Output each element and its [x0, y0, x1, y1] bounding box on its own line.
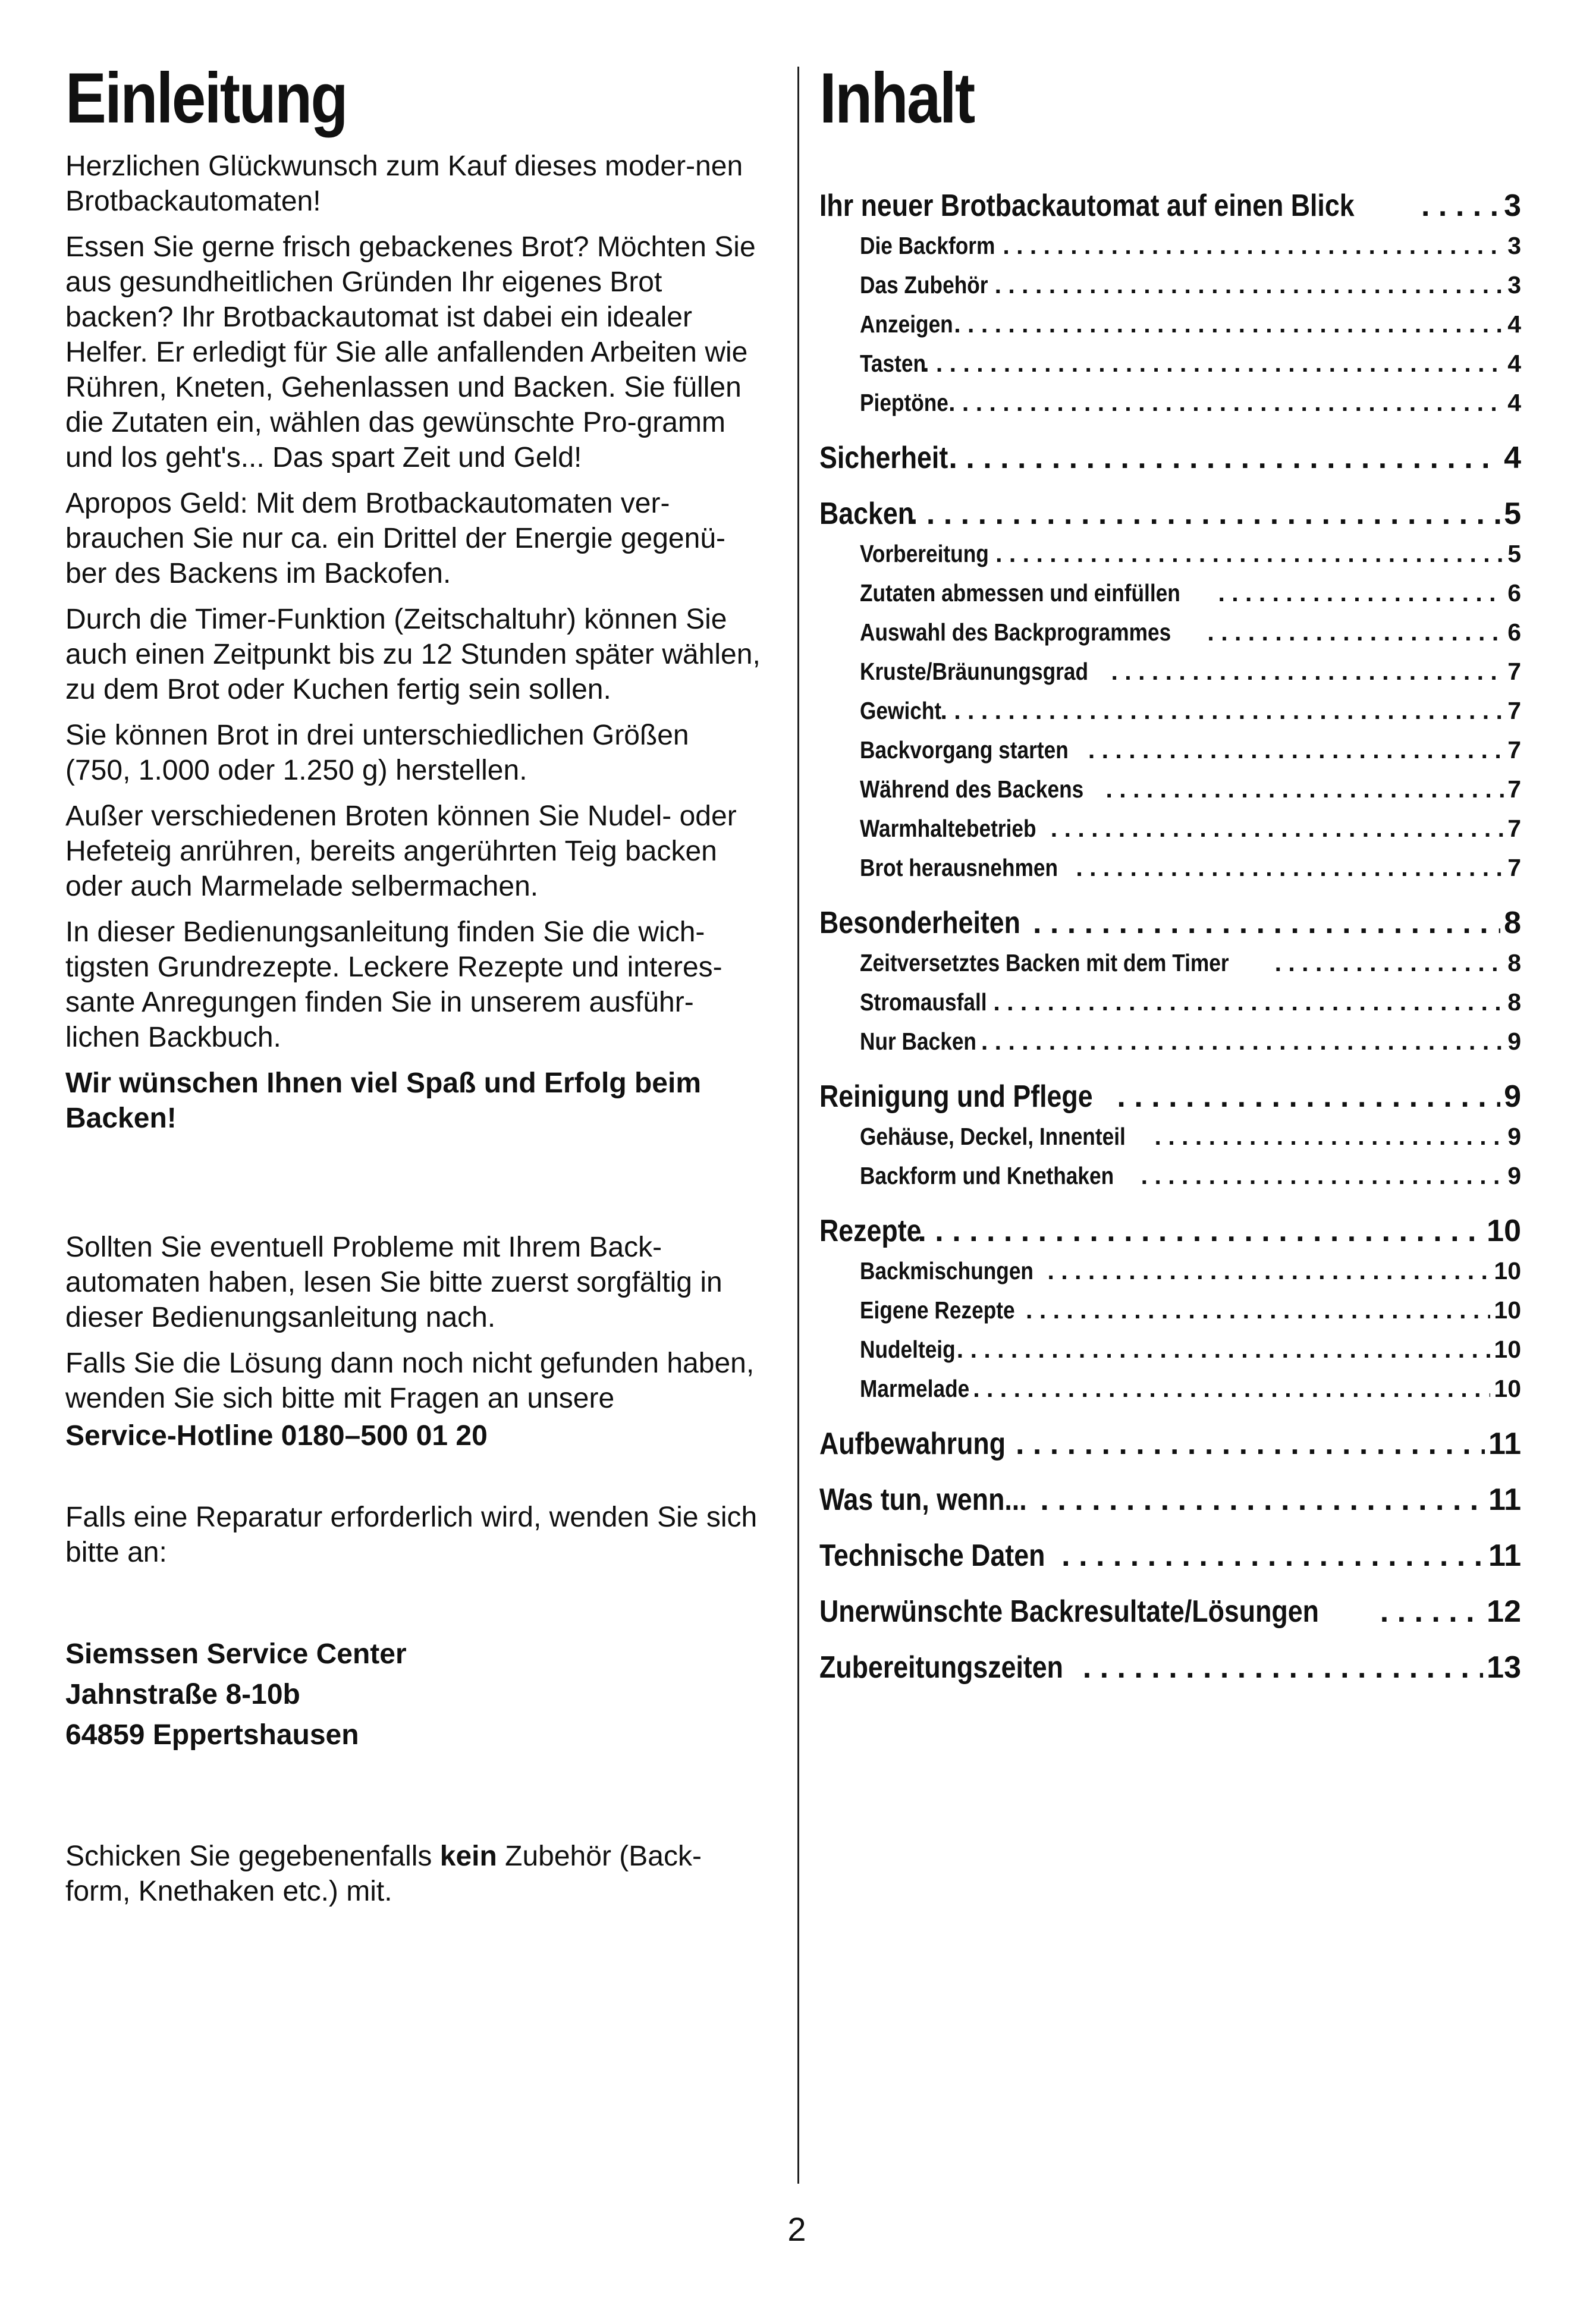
- toc-section: [819, 1591, 1521, 1632]
- spacer: [65, 1147, 761, 1230]
- toc-subsection: [819, 691, 1521, 730]
- intro-paragraph-7: In dieser Bedienungsanleitung finden Sie die wich-tigsten Grundrezepte. Leckere Rezepte und interes-sante Anregungen finden Sie in unserem ausführ-lichen Backbuch.: [65, 916, 722, 1053]
- toc-subsection: [819, 344, 1521, 383]
- intro-paragraph-5: Sie können Brot in drei unterschiedlichen Größen (750, 1.000 oder 1.250 g) herstellen.: [65, 720, 689, 786]
- toc-subsection-label: Pieptöne: [860, 389, 948, 416]
- toc-leader-dots: [1016, 1424, 1485, 1464]
- toc-subsection-label: Nur Backen: [860, 1028, 976, 1055]
- toc-page-number: 7: [1507, 854, 1521, 881]
- toc-subsection-label: Die Backform: [860, 232, 995, 259]
- toc-leader-dots: [1048, 1251, 1491, 1290]
- toc-page-number: 5: [1504, 497, 1521, 531]
- toc-subsection-label: Anzeigen: [860, 310, 953, 338]
- toc-page-number: 11: [1488, 1483, 1521, 1517]
- toc-leader-dots: [954, 304, 1504, 344]
- toc-subsection: [819, 1290, 1521, 1330]
- toc-leader-dots: [1421, 186, 1500, 226]
- toc-leader-dots: [1083, 1647, 1483, 1688]
- toc-leader-dots: [922, 344, 1504, 383]
- toc-page-number: 10: [1494, 1257, 1521, 1285]
- toc-page-number: 10: [1494, 1336, 1521, 1363]
- toc-page-number: 11: [1488, 1427, 1521, 1461]
- toc-page-number: 4: [1504, 441, 1521, 475]
- toc-section: [819, 903, 1521, 943]
- toc-section-label: Ihr neuer Brotbackautomat auf einen Blick: [819, 189, 1355, 223]
- toc-leader-dots: [993, 982, 1504, 1022]
- toc-subsection: [819, 1022, 1521, 1061]
- toc-page-number: 9: [1507, 1028, 1521, 1055]
- toc-subsection: [819, 534, 1521, 573]
- toc-section-label: Was tun, wenn...: [819, 1483, 1027, 1517]
- spacer: [65, 1755, 761, 1839]
- intro-paragraph-4: Durch die Timer-Funktion (Zeitschaltuhr) können Sie auch einen Zeitpunkt bis zu 12 Stunden später wählen, zu dem Brot oder Kuchen fertig sein sollen.: [65, 604, 761, 705]
- toc-page-number: 4: [1507, 310, 1521, 338]
- service-center-name: Siemssen Service Center: [65, 1638, 407, 1670]
- toc-subsection: [819, 1117, 1521, 1156]
- toc-subsection-label: Marmelade: [860, 1375, 970, 1402]
- toc-page-number: 7: [1507, 775, 1521, 803]
- table-of-contents: [819, 186, 1521, 1688]
- toc-subsection-label: Backmischungen: [860, 1257, 1033, 1285]
- toc-leader-dots: [995, 534, 1504, 573]
- toc-subsection-label: Brot herausnehmen: [860, 854, 1058, 881]
- toc-page-number: 10: [1494, 1296, 1521, 1324]
- toc-subsection: [819, 573, 1521, 613]
- toc-subsection: [819, 1251, 1521, 1290]
- service-address: [65, 1634, 761, 1755]
- toc-leader-dots: [1026, 1290, 1490, 1330]
- contents-column: [819, 59, 1521, 1688]
- toc-subsection: [819, 613, 1521, 652]
- toc-subsection: [819, 1330, 1521, 1369]
- toc-leader-dots: [1003, 226, 1504, 265]
- intro-paragraph-6: Außer verschiedenen Broten können Sie Nudel- oder Hefeteig anrühren, bereits angerührten Teig backen oder auch Marmelade selbermachen.: [65, 800, 737, 902]
- contents-heading: Inhalt: [819, 58, 974, 138]
- toc-subsection: [819, 383, 1521, 422]
- toc-leader-dots: [948, 438, 1500, 478]
- toc-leader-dots: [995, 265, 1504, 304]
- toc-page-number: 8: [1504, 906, 1521, 940]
- toc-subsection-label: Während des Backens: [860, 775, 1084, 803]
- toc-subsection-label: Backform und Knethaken: [860, 1162, 1114, 1189]
- toc-section-label: Zubereitungszeiten: [819, 1650, 1063, 1685]
- toc-subsection: [819, 304, 1521, 344]
- toc-subsection: [819, 770, 1521, 809]
- service-center-city: 64859 Eppertshausen: [65, 1719, 359, 1751]
- toc-leader-dots: [1040, 1480, 1485, 1520]
- toc-page-number: 3: [1507, 232, 1521, 259]
- toc-section-label: Reinigung und Pflege: [819, 1079, 1093, 1114]
- toc-page-number: 9: [1507, 1162, 1521, 1189]
- toc-section: [819, 1535, 1521, 1576]
- toc-section: [819, 1076, 1521, 1117]
- toc-section-label: Rezepte: [819, 1214, 922, 1248]
- spacer: [65, 1581, 761, 1634]
- page-number: 2: [787, 2210, 806, 2248]
- toc-subsection: [819, 226, 1521, 265]
- toc-leader-dots: [940, 691, 1504, 730]
- toc-section: [819, 1424, 1521, 1464]
- toc-leader-dots: [1061, 1535, 1485, 1576]
- toc-leader-dots: [973, 1369, 1490, 1408]
- toc-page-number: 7: [1507, 658, 1521, 685]
- toc-page-number: 4: [1507, 389, 1521, 416]
- toc-subsection-label: Auswahl des Backprogrammes: [860, 618, 1171, 646]
- toc-leader-dots: [1207, 613, 1504, 652]
- toc-leader-dots: [1380, 1591, 1483, 1632]
- toc-leader-dots: [1033, 903, 1500, 943]
- toc-leader-dots: [1076, 848, 1504, 887]
- toc-page-number: 7: [1507, 736, 1521, 764]
- toc-subsection-label: Tasten: [860, 350, 926, 377]
- toc-page-number: 10: [1494, 1375, 1521, 1402]
- toc-section: [819, 186, 1521, 226]
- closing-wish: Wir wünschen Ihnen viel Spaß und Erfolg beim Backen!: [65, 1067, 702, 1134]
- accessory-note: [65, 1839, 761, 1909]
- toc-leader-dots: [1218, 573, 1504, 613]
- toc-page-number: 5: [1507, 540, 1521, 567]
- toc-subsection: [819, 265, 1521, 304]
- toc-section: [819, 1647, 1521, 1688]
- toc-subsection-label: Vorbereitung: [860, 540, 989, 567]
- toc-section-label: Backen: [819, 497, 915, 531]
- toc-leader-dots: [1155, 1117, 1504, 1156]
- toc-leader-dots: [948, 383, 1504, 422]
- repair-paragraph: Falls eine Reparatur erforderlich wird, wenden Sie sich bitte an:: [65, 1502, 758, 1568]
- toc-section-label: Besonderheiten: [819, 906, 1020, 940]
- toc-page-number: 9: [1504, 1079, 1521, 1114]
- toc-leader-dots: [1088, 730, 1504, 770]
- intro-paragraph-1: Herzlichen Glückwunsch zum Kauf dieses moder-nen Brotbackautomaten!: [65, 150, 743, 217]
- toc-subsection-label: Stromausfall: [860, 988, 987, 1016]
- accessory-note-post: Zubehör (Back-form, Knethaken etc.) mit.: [65, 1841, 702, 1907]
- toc-page-number: 13: [1487, 1650, 1521, 1685]
- toc-leader-dots: [1117, 1076, 1500, 1117]
- toc-subsection: [819, 943, 1521, 982]
- toc-subsection-label: Das Zubehör: [860, 271, 988, 299]
- toc-page-number: 11: [1488, 1538, 1521, 1573]
- column-divider: [797, 67, 799, 2184]
- toc-page-number: 10: [1487, 1214, 1521, 1248]
- hotline-intro: Falls Sie die Lösung dann noch nicht gefunden haben, wenden Sie sich bitte mit Fragen an unsere: [65, 1348, 755, 1414]
- toc-leader-dots: [1275, 943, 1504, 982]
- toc-subsection: [819, 730, 1521, 770]
- toc-subsection: [819, 1369, 1521, 1408]
- toc-leader-dots: [957, 1330, 1491, 1369]
- toc-subsection: [819, 848, 1521, 887]
- toc-leader-dots: [981, 1022, 1504, 1061]
- toc-subsection-label: Zutaten abmessen und einfüllen: [860, 579, 1180, 607]
- toc-subsection-label: Nudelteig: [860, 1336, 956, 1363]
- toc-subsection: [819, 809, 1521, 848]
- toc-subsection-label: Backvorgang starten: [860, 736, 1069, 764]
- toc-subsection: [819, 652, 1521, 691]
- toc-section: [819, 494, 1521, 534]
- toc-subsection-label: Eigene Rezepte: [860, 1296, 1015, 1324]
- toc-section-label: Technische Daten: [819, 1538, 1045, 1573]
- toc-page-number: 6: [1507, 579, 1521, 607]
- toc-page-number: 6: [1507, 618, 1521, 646]
- toc-leader-dots: [1111, 652, 1504, 691]
- toc-page-number: 3: [1504, 189, 1521, 223]
- toc-subsection-label: Zeitversetztes Backen mit dem Timer: [860, 949, 1229, 976]
- service-hotline: Service-Hotline 0180–500 01 20: [65, 1420, 488, 1452]
- toc-page-number: 8: [1507, 988, 1521, 1016]
- toc-leader-dots: [918, 1211, 1483, 1251]
- accessory-note-pre: Schicken Sie gegebenenfalls: [65, 1841, 440, 1872]
- toc-page-number: 9: [1507, 1123, 1521, 1150]
- accessory-note-bold: kein: [439, 1841, 497, 1872]
- introduction-column: [65, 59, 761, 1920]
- toc-section: [819, 1211, 1521, 1251]
- toc-section-label: Sicherheit: [819, 441, 948, 475]
- service-center-street: Jahnstraße 8-10b: [65, 1679, 300, 1710]
- toc-subsection-label: Kruste/Bräunungsgrad: [860, 658, 1088, 685]
- problems-paragraph: Sollten Sie eventuell Probleme mit Ihrem Back-automaten haben, lesen Sie bitte zuerst sorgfältig in dieser Bedienungsanleitung nach.: [65, 1232, 722, 1333]
- toc-section: [819, 1480, 1521, 1520]
- intro-paragraph-2: Essen Sie gerne frisch gebackenes Brot? Möchten Sie aus gesundheitlichen Gründen Ihr eigenes Brot backen? Ihr Brotbackautomat ist dabei ein idealer Helfer. Er erledigt für Sie alle anfallenden Arbeiten wie Rühren, Kneten, Gehenlassen und Backen. Sie füllen die Zutaten ein, wählen das gewünschte Pro-gramm und los geht's... Das spart Zeit und Geld!: [65, 231, 756, 473]
- toc-subsection-label: Gewicht: [860, 697, 942, 724]
- introduction-heading: Einleitung: [65, 58, 347, 138]
- toc-subsection: [819, 982, 1521, 1022]
- toc-page-number: 4: [1507, 350, 1521, 377]
- toc-section: [819, 438, 1521, 478]
- toc-leader-dots: [909, 494, 1500, 534]
- toc-section-label: Aufbewahrung: [819, 1427, 1006, 1461]
- toc-page-number: 7: [1507, 697, 1521, 724]
- toc-subsection: [819, 1156, 1521, 1195]
- toc-leader-dots: [1051, 809, 1504, 848]
- toc-subsection-label: Warmhaltebetrieb: [860, 815, 1036, 842]
- toc-page-number: 12: [1487, 1594, 1521, 1629]
- toc-section-label: Unerwünschte Backresultate/Lösungen: [819, 1594, 1319, 1629]
- toc-leader-dots: [1106, 770, 1504, 809]
- spacer: [65, 1464, 761, 1500]
- toc-page-number: 3: [1507, 271, 1521, 299]
- toc-subsection-label: Gehäuse, Deckel, Innenteil: [860, 1123, 1126, 1150]
- intro-paragraph-3: Apropos Geld: Mit dem Brotbackautomaten ver-brauchen Sie nur ca. ein Drittel der Energie gegenü-ber des Backens im Backofen.: [65, 488, 725, 589]
- toc-page-number: 7: [1507, 815, 1521, 842]
- toc-page-number: 8: [1507, 949, 1521, 976]
- toc-leader-dots: [1141, 1156, 1504, 1195]
